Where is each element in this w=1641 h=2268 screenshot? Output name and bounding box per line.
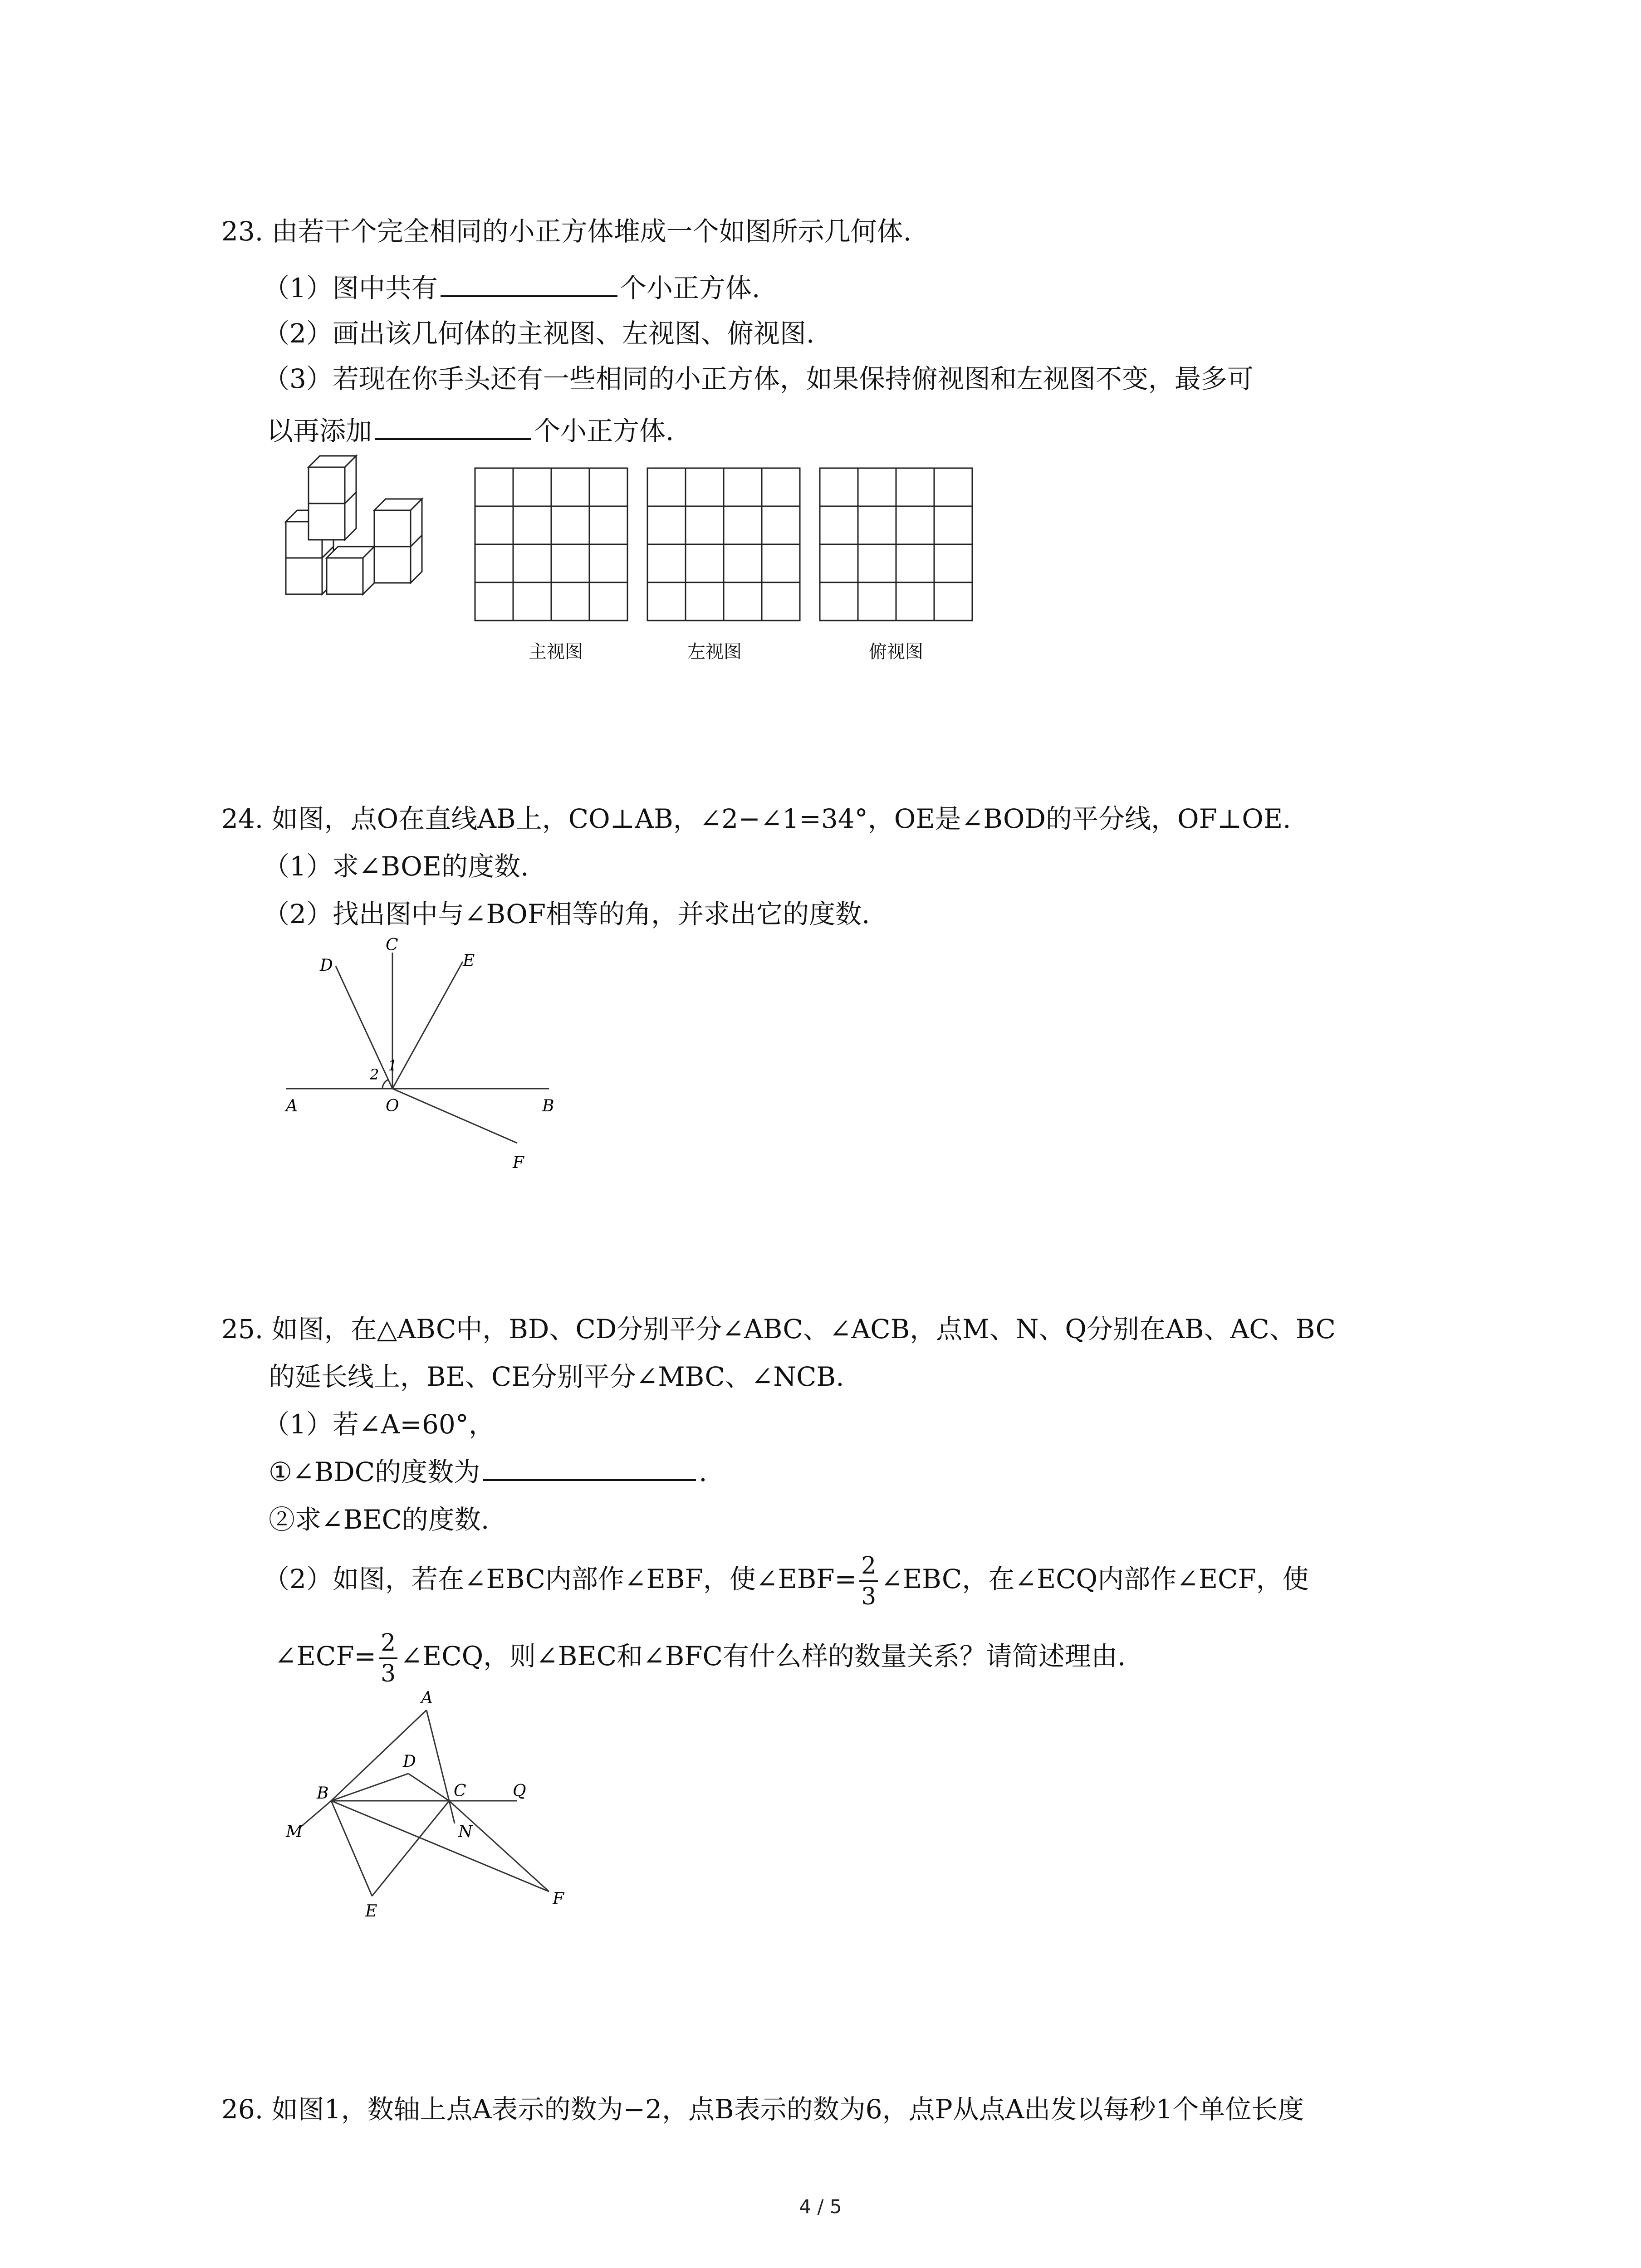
q25-part1a-prefix: ①∠BDC的度数为 — [269, 1457, 480, 1487]
q25-label-C: C — [454, 1782, 466, 1800]
q25-part1a-suffix: . — [699, 1457, 707, 1487]
q23-part3-suffix: 个小正方体. — [534, 415, 674, 446]
q24-label-O: O — [386, 1097, 399, 1115]
q23-part3-cont — [267, 413, 674, 449]
q24-label-angle1: 1 — [388, 1057, 397, 1074]
q25-label-D: D — [403, 1752, 416, 1771]
q25-label-N: N — [458, 1823, 473, 1841]
caption-main-view: 主视图 — [529, 641, 583, 662]
q25-part2-prefix: （2）如图，若在∠EBC内部作∠EBF，使∠EBF= — [263, 1564, 857, 1595]
q24-title: 24. 如图，点O在直线AB上，CO⊥AB，∠2−∠1=34°，OE是∠BOD的平分线，OF⊥OE. — [221, 803, 1291, 834]
q25-answer-blank[interactable] — [483, 1454, 696, 1481]
q26-title: 26. 如图1，数轴上点A表示的数为−2，点B表示的数为6，点P从点A出发以每秒1个单位长度 — [221, 2094, 1304, 2125]
q24-label-A: A — [286, 1097, 298, 1115]
q25-part1a — [269, 1454, 707, 1490]
q24-label-D: D — [320, 956, 333, 975]
q23-grid-main-view[interactable] — [474, 467, 628, 621]
q23-cubes-figure — [277, 454, 440, 599]
fraction-denominator: 3 — [861, 1583, 877, 1610]
q25-part2-cont — [274, 1628, 1126, 1688]
fraction-denominator: 3 — [381, 1660, 396, 1687]
q25-title: 25. 如图，在△ABC中，BD、CD分别平分∠ABC、∠ACB，点M、N、Q分别在AB、AC、BC — [221, 1314, 1336, 1344]
q25-part3-suffix: ∠ECQ，则∠BEC和∠BFC有什么样的数量关系？请简述理由. — [400, 1641, 1126, 1672]
page-number: 4 / 5 — [799, 2195, 842, 2218]
fraction-two-thirds-1 — [859, 1551, 878, 1611]
q25-label-Q: Q — [513, 1782, 526, 1800]
q23-answer-blank-1[interactable] — [441, 270, 617, 297]
q24-label-F: F — [513, 1154, 524, 1172]
q23-part1-prefix: （1）图中共有 — [263, 273, 438, 303]
q25-title-cont: 的延长线上，BE、CE分别平分∠MBC、∠NCB. — [269, 1361, 844, 1392]
q23-part3: （3）若现在你手头还有一些相同的小正方体，如果保持俯视图和左视图不变，最多可 — [263, 363, 1254, 394]
q24-angle-figure — [277, 934, 576, 1179]
fraction-two-thirds-2 — [379, 1628, 397, 1688]
q24-label-B: B — [542, 1097, 554, 1115]
q23-answer-blank-2[interactable] — [375, 413, 531, 440]
q23-part1-suffix: 个小正方体. — [620, 273, 760, 303]
q25-part1: （1）若∠A=60°， — [263, 1409, 495, 1440]
q25-triangle-figure — [277, 1683, 603, 1937]
q23-part3-prefix: 以再添加 — [267, 415, 372, 446]
q24-part2: （2）找出图中与∠BOF相等的角，并求出它的度数. — [263, 899, 870, 929]
q24-label-angle2: 2 — [370, 1066, 379, 1083]
q25-label-E: E — [365, 1902, 377, 1921]
q25-part2-suffix: ∠EBC，在∠ECQ内部作∠ECF，使 — [881, 1564, 1309, 1595]
q25-label-M: M — [286, 1823, 303, 1841]
caption-left-view: 左视图 — [687, 641, 742, 662]
q25-label-B: B — [317, 1784, 329, 1803]
fraction-numerator: 2 — [859, 1551, 878, 1582]
q24-label-C: C — [386, 936, 398, 954]
q24-part1: （1）求∠BOE的度数. — [263, 851, 529, 882]
q25-label-A: A — [421, 1689, 433, 1707]
q25-label-F: F — [553, 1890, 564, 1908]
q25-part1b: ②求∠BEC的度数. — [269, 1504, 490, 1535]
q23-title: 23. 由若干个完全相同的小正方体堆成一个如图所示几何体. — [221, 216, 912, 247]
q23-part1 — [263, 270, 760, 306]
q25-part3-prefix: ∠ECF= — [274, 1641, 377, 1672]
q25-part2 — [263, 1551, 1309, 1611]
fraction-numerator: 2 — [379, 1628, 397, 1659]
q23-grid-left-view[interactable] — [647, 467, 801, 621]
q23-part2: （2）画出该几何体的主视图、左视图、俯视图. — [263, 318, 815, 349]
q23-grid-top-view[interactable] — [819, 467, 973, 621]
caption-top-view: 俯视图 — [869, 641, 923, 662]
q24-label-E: E — [463, 952, 475, 970]
